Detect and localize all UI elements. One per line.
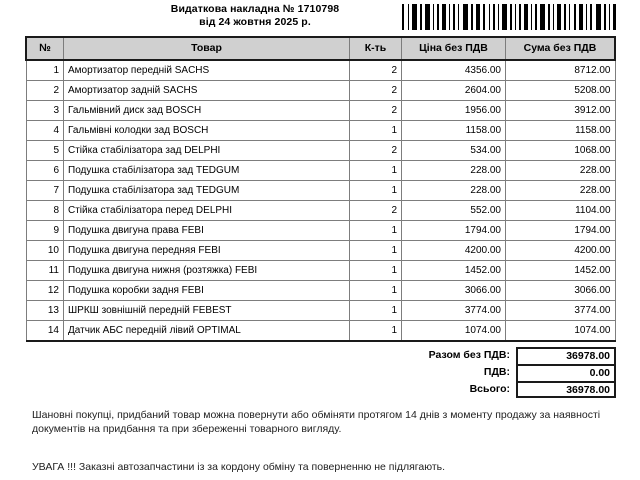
table-row bbox=[26, 281, 615, 301]
cell-price: 2604.00 bbox=[402, 81, 506, 101]
column-header-price: Ціна без ПДВ bbox=[402, 37, 506, 60]
cell-no: 1 bbox=[26, 60, 64, 81]
cell-no: 11 bbox=[26, 261, 64, 281]
cell-no: 8 bbox=[26, 201, 64, 221]
invoice-date-line: від 24 жовтня 2025 р. bbox=[199, 16, 311, 28]
cell-price: 4356.00 bbox=[402, 60, 506, 81]
items-table-header bbox=[26, 37, 615, 60]
cell-sum: 1158.00 bbox=[506, 121, 616, 141]
cell-name: Датчик АБС передній лівий OPTIMAL bbox=[64, 321, 350, 342]
cell-price: 1956.00 bbox=[402, 101, 506, 121]
cell-name: Гальмівний диск зад BOSCH bbox=[64, 101, 350, 121]
table-row bbox=[26, 181, 615, 201]
cell-sum: 3774.00 bbox=[506, 301, 616, 321]
cell-price: 534.00 bbox=[402, 141, 506, 161]
cell-name: Подушка стабілізатора зад TEDGUM bbox=[64, 181, 350, 201]
total-value: 36978.00 bbox=[516, 347, 616, 364]
cell-qty: 1 bbox=[350, 281, 402, 301]
cell-price: 1158.00 bbox=[402, 121, 506, 141]
cell-price: 1452.00 bbox=[402, 261, 506, 281]
table-row bbox=[26, 141, 615, 161]
totals-block bbox=[25, 347, 616, 398]
column-header-sum: Сума без ПДВ bbox=[506, 37, 616, 60]
items-table-body bbox=[26, 60, 615, 341]
cell-name: Подушка двигуна нижня (розтяжка) FEBI bbox=[64, 261, 350, 281]
cell-no: 6 bbox=[26, 161, 64, 181]
table-row bbox=[26, 161, 615, 181]
cell-qty: 1 bbox=[350, 161, 402, 181]
cell-price: 1074.00 bbox=[402, 321, 506, 342]
cell-qty: 1 bbox=[350, 121, 402, 141]
warning-note: УВАГА !!! Заказні автозапчастини із за кордону обміну та поверненню не підлягають. bbox=[32, 461, 446, 473]
cell-price: 1794.00 bbox=[402, 221, 506, 241]
cell-name: Амортизатор передній SACHS bbox=[64, 60, 350, 81]
cell-name: Подушка двигуна передняя FEBI bbox=[64, 241, 350, 261]
cell-qty: 2 bbox=[350, 60, 402, 81]
total-label: Разом без ПДВ: bbox=[428, 349, 510, 361]
cell-name: Стійка стабілізатора перед DELPHI bbox=[64, 201, 350, 221]
cell-qty: 1 bbox=[350, 241, 402, 261]
cell-no: 10 bbox=[26, 241, 64, 261]
invoice-title-line: Видаткова накладна № 1710798 bbox=[170, 3, 340, 15]
cell-sum: 1068.00 bbox=[506, 141, 616, 161]
table-row bbox=[26, 261, 615, 281]
table-row bbox=[26, 321, 615, 342]
cell-name: Гальмівні колодки зад BOSCH bbox=[64, 121, 350, 141]
cell-price: 228.00 bbox=[402, 161, 506, 181]
cell-no: 9 bbox=[26, 221, 64, 241]
cell-qty: 1 bbox=[350, 301, 402, 321]
column-header-no: № bbox=[26, 37, 64, 60]
cell-qty: 2 bbox=[350, 81, 402, 101]
cell-no: 2 bbox=[26, 81, 64, 101]
column-header-name: Товар bbox=[64, 37, 350, 60]
table-row bbox=[26, 201, 615, 221]
cell-sum: 228.00 bbox=[506, 181, 616, 201]
cell-sum: 228.00 bbox=[506, 161, 616, 181]
table-row bbox=[26, 301, 615, 321]
table-row bbox=[26, 221, 615, 241]
table-row bbox=[26, 241, 615, 261]
cell-name: Стійка стабілізатора зад DELPHI bbox=[64, 141, 350, 161]
cell-name: ШРКШ зовнішній передній FEBEST bbox=[64, 301, 350, 321]
cell-qty: 2 bbox=[350, 201, 402, 221]
column-header-qty: К-ть bbox=[350, 37, 402, 60]
table-row bbox=[26, 81, 615, 101]
cell-sum: 1104.00 bbox=[506, 201, 616, 221]
cell-qty: 1 bbox=[350, 181, 402, 201]
total-label: Всього: bbox=[469, 383, 510, 395]
return-policy-note: Шановні покупці, придбаний товар можна повернути або обміняти протягом 14 днів з моменту продажу за наявності документів на придбання та при збереженні товарного вигляду. bbox=[32, 409, 601, 435]
total-value: 36978.00 bbox=[516, 381, 616, 398]
cell-price: 3774.00 bbox=[402, 301, 506, 321]
items-table bbox=[25, 36, 616, 342]
table-row bbox=[26, 60, 615, 81]
table-header-row bbox=[26, 37, 615, 60]
cell-qty: 2 bbox=[350, 101, 402, 121]
cell-price: 3066.00 bbox=[402, 281, 506, 301]
cell-no: 3 bbox=[26, 101, 64, 121]
cell-no: 7 bbox=[26, 181, 64, 201]
cell-no: 13 bbox=[26, 301, 64, 321]
cell-no: 5 bbox=[26, 141, 64, 161]
cell-name: Подушка стабілізатора зад TEDGUM bbox=[64, 161, 350, 181]
document-header bbox=[0, 0, 640, 34]
cell-sum: 3066.00 bbox=[506, 281, 616, 301]
barcode-icon bbox=[400, 4, 618, 30]
total-value: 0.00 bbox=[516, 364, 616, 381]
cell-price: 228.00 bbox=[402, 181, 506, 201]
cell-name: Амортизатор задній SACHS bbox=[64, 81, 350, 101]
cell-no: 12 bbox=[26, 281, 64, 301]
invoice-sheet bbox=[25, 36, 616, 398]
cell-qty: 1 bbox=[350, 261, 402, 281]
cell-sum: 1794.00 bbox=[506, 221, 616, 241]
total-row bbox=[380, 347, 616, 364]
cell-sum: 3912.00 bbox=[506, 101, 616, 121]
table-row bbox=[26, 101, 615, 121]
total-label: ПДВ: bbox=[483, 366, 510, 378]
cell-sum: 4200.00 bbox=[506, 241, 616, 261]
cell-sum: 1452.00 bbox=[506, 261, 616, 281]
footer-notes bbox=[32, 408, 612, 474]
cell-sum: 5208.00 bbox=[506, 81, 616, 101]
cell-sum: 1074.00 bbox=[506, 321, 616, 342]
cell-name: Подушка коробки задня FEBI bbox=[64, 281, 350, 301]
cell-no: 14 bbox=[26, 321, 64, 342]
cell-name: Подушка двигуна права FEBI bbox=[64, 221, 350, 241]
cell-price: 552.00 bbox=[402, 201, 506, 221]
cell-qty: 1 bbox=[350, 221, 402, 241]
total-row bbox=[380, 381, 616, 398]
cell-qty: 1 bbox=[350, 321, 402, 342]
cell-sum: 8712.00 bbox=[506, 60, 616, 81]
total-row bbox=[380, 364, 616, 381]
cell-price: 4200.00 bbox=[402, 241, 506, 261]
cell-no: 4 bbox=[26, 121, 64, 141]
cell-qty: 2 bbox=[350, 141, 402, 161]
table-row bbox=[26, 121, 615, 141]
